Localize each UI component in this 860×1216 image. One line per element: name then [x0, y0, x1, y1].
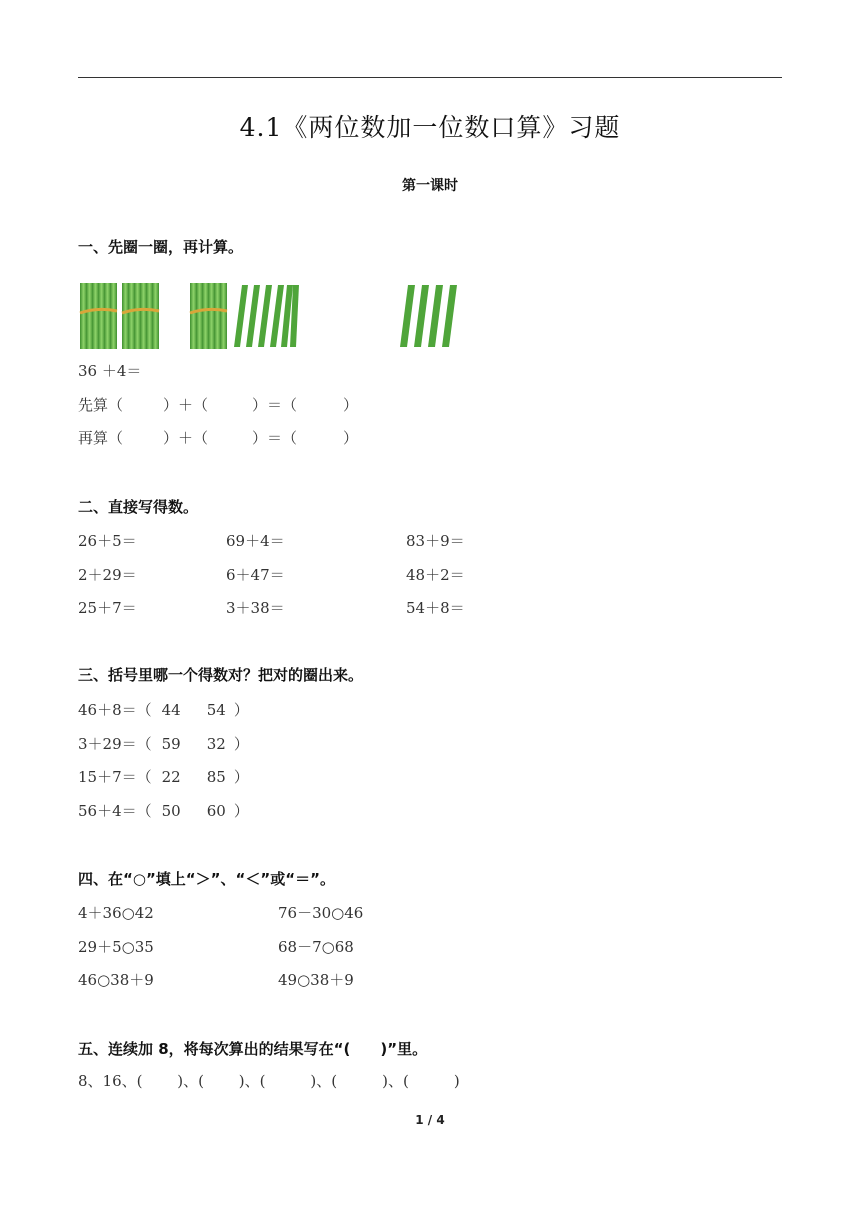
close-paren: ）	[233, 802, 249, 820]
choice-expression: 3＋29＝（	[78, 735, 152, 753]
choice-expression: 15＋7＝（	[78, 768, 152, 786]
single-straws-icon	[400, 285, 457, 347]
section1-heading: 一、先圈一圈，再计算。	[78, 238, 244, 256]
compare-problem: 76－30○46	[278, 904, 364, 922]
straw-bundle-icon	[190, 283, 227, 349]
page-title: 4.1《两位数加一位数口算》习题	[239, 113, 621, 142]
choice-expression: 56＋4＝（	[78, 802, 152, 820]
problem: 26＋5＝	[78, 532, 137, 550]
plus-sign: ）＋（	[163, 429, 209, 447]
equals-sign: ）＝（	[252, 396, 298, 414]
problem: 6＋47＝	[226, 566, 285, 584]
choice-option: 32	[206, 735, 226, 753]
problem: 25＋7＝	[78, 599, 137, 617]
sequence-line: 8、16、( )、( )、( )、( )、( )	[78, 1072, 460, 1090]
then-step-label: 再算（	[78, 429, 124, 447]
close-paren: ）	[233, 735, 249, 753]
then-step-line	[78, 427, 358, 448]
problem: 2＋29＝	[78, 566, 137, 584]
equals-sign: ）＝（	[252, 429, 298, 447]
choice-option: 22	[161, 768, 181, 786]
first-step-label: 先算（	[78, 396, 124, 414]
choice-option: 85	[206, 768, 226, 786]
straw-group-3	[398, 281, 464, 351]
close-paren: ）	[233, 701, 249, 719]
choice-option: 44	[161, 701, 181, 719]
page-subtitle: 第一课时	[402, 178, 458, 194]
close-paren: ）	[343, 396, 359, 414]
problem: 54＋8＝	[406, 599, 465, 617]
section2-heading: 二、直接写得数。	[78, 498, 199, 516]
compare-problem: 68－7○68	[278, 938, 354, 956]
straw-group-2	[188, 281, 300, 351]
choice-option: 54	[206, 701, 226, 719]
choice-row	[78, 699, 249, 720]
straw-group-1	[78, 281, 162, 351]
choice-option: 50	[161, 802, 181, 820]
choice-option: 59	[161, 735, 181, 753]
top-rule	[78, 77, 782, 78]
problem: 83＋9＝	[406, 532, 465, 550]
choice-row	[78, 766, 249, 787]
compare-problem: 4＋36○42	[78, 904, 154, 922]
problem: 3＋38＝	[226, 599, 285, 617]
section5-heading: 五、连续加 8，将每次算出的结果写在“( )”里。	[78, 1040, 428, 1058]
section3-heading: 三、括号里哪一个得数对？把对的圈出来。	[78, 666, 364, 684]
close-paren: ）	[233, 768, 249, 786]
straw-bundle-icon	[80, 283, 117, 349]
compare-problem: 46○38＋9	[78, 971, 154, 989]
choice-row	[78, 800, 249, 821]
choice-expression: 46＋8＝（	[78, 701, 152, 719]
section4-heading: 四、在“○”填上“＞”、“＜”或“＝”。	[78, 870, 335, 888]
close-paren: ）	[343, 429, 359, 447]
compare-problem: 49○38＋9	[278, 971, 354, 989]
section1-equation: 36 ＋4＝	[78, 362, 142, 380]
choice-row	[78, 733, 249, 754]
compare-problem: 29＋5○35	[78, 938, 154, 956]
page-number: 1 / 4	[415, 1113, 445, 1127]
first-step-line	[78, 394, 358, 415]
single-straws-icon	[234, 285, 299, 347]
choice-option: 60	[206, 802, 226, 820]
straw-bundle-icon	[122, 283, 159, 349]
problem: 48＋2＝	[406, 566, 465, 584]
plus-sign: ）＋（	[163, 396, 209, 414]
problem: 69＋4＝	[226, 532, 285, 550]
